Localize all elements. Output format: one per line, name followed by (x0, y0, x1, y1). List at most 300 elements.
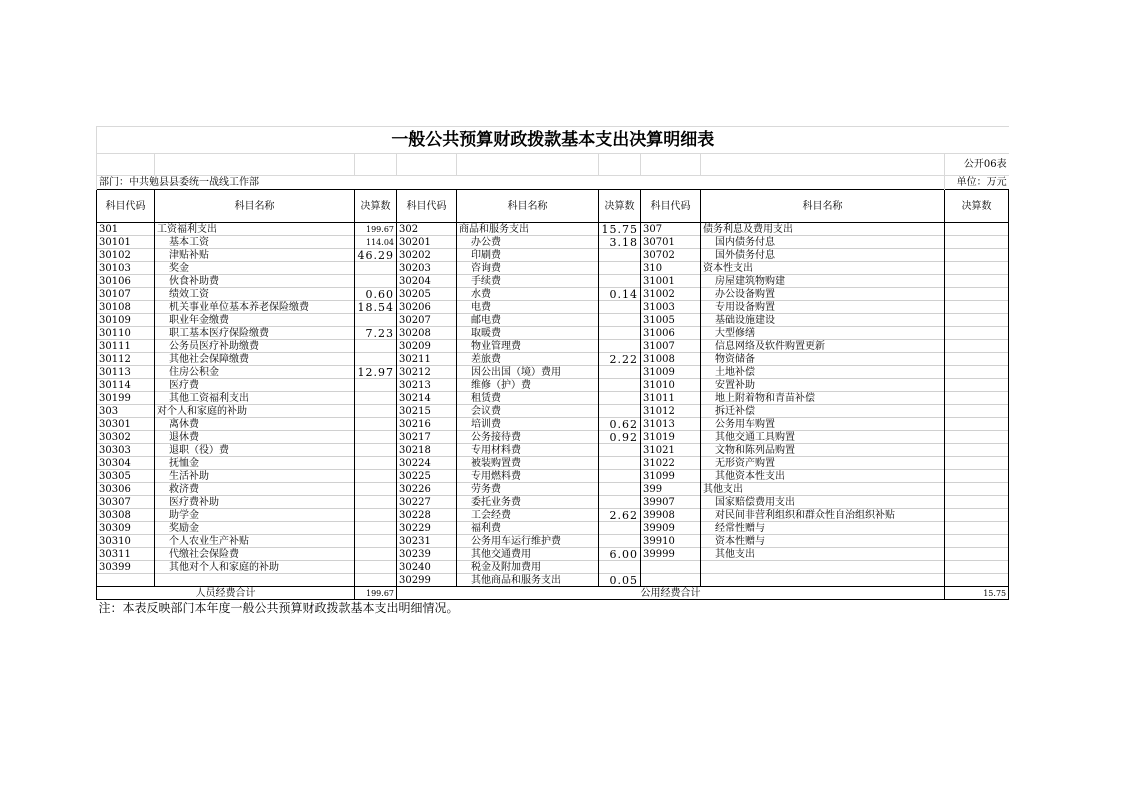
table-row (97, 327, 1009, 340)
cell-code-3: 31021 (641, 444, 701, 457)
table-row (97, 340, 1009, 353)
cell-name-1: 医疗费补助 (155, 496, 355, 509)
cell-amount-1 (355, 418, 397, 431)
spreadsheet (96, 126, 1008, 617)
cell-amount-3 (945, 275, 1009, 288)
cell-amount-3 (945, 457, 1009, 470)
table-row (97, 366, 1009, 379)
cell-code-1: 30110 (97, 327, 155, 340)
cell-name-3: 文物和陈列品购置 (701, 444, 945, 457)
cell-code-2: 30231 (397, 535, 457, 548)
header-code-1: 科目代码 (97, 190, 155, 223)
cell-name-2: 公务接待费 (457, 431, 599, 444)
cell-name-3: 拆迁补偿 (701, 405, 945, 418)
cell-amount-3 (945, 418, 1009, 431)
cell-code-2: 30201 (397, 236, 457, 249)
cell-name-2: 商品和服务支出 (457, 223, 599, 236)
cell-code-2: 30208 (397, 327, 457, 340)
cell-amount-3 (945, 288, 1009, 301)
cell-amount-2 (599, 249, 641, 262)
header-row (97, 190, 1009, 223)
cell-code-3 (641, 561, 701, 574)
cell-name-1: 抚恤金 (155, 457, 355, 470)
cell-code-3: 39907 (641, 496, 701, 509)
cell-name-3: 经常性赠与 (701, 522, 945, 535)
cell-amount-1 (355, 444, 397, 457)
cell-name-2: 取暖费 (457, 327, 599, 340)
cell-code-1: 30399 (97, 561, 155, 574)
cell-amount-1 (355, 574, 397, 587)
personnel-total-value: 199.67 (355, 587, 397, 600)
table-note: 注：本表反映部门本年度一般公共预算财政拨款基本支出明细情况。 (97, 600, 1009, 618)
cell-name-3: 物资储备 (701, 353, 945, 366)
cell-code-2: 30225 (397, 470, 457, 483)
cell-name-3: 国内债务付息 (701, 236, 945, 249)
table-row (97, 249, 1009, 262)
cell-name-1: 奖金 (155, 262, 355, 275)
cell-code-1: 30311 (97, 548, 155, 561)
cell-amount-1: 7.23 (355, 327, 397, 340)
cell-code-3: 31009 (641, 366, 701, 379)
cell-name-2: 差旅费 (457, 353, 599, 366)
cell-amount-3 (945, 392, 1009, 405)
cell-name-3: 债务利息及费用支出 (701, 223, 945, 236)
cell-name-3: 基础设施建设 (701, 314, 945, 327)
cell-code-1: 30302 (97, 431, 155, 444)
cell-name-1: 工资福利支出 (155, 223, 355, 236)
cell-amount-2 (599, 392, 641, 405)
cell-code-3: 399 (641, 483, 701, 496)
cell-amount-2 (599, 340, 641, 353)
cell-code-2: 30227 (397, 496, 457, 509)
cell-amount-1 (355, 431, 397, 444)
cell-amount-2 (599, 262, 641, 275)
cell-code-1: 30106 (97, 275, 155, 288)
table-row (97, 262, 1009, 275)
cell-code-3: 31022 (641, 457, 701, 470)
cell-amount-1: 0.60 (355, 288, 397, 301)
cell-amount-2 (599, 444, 641, 457)
table-row (97, 314, 1009, 327)
cell-code-3: 31001 (641, 275, 701, 288)
cell-amount-1 (355, 548, 397, 561)
cell-code-3: 30702 (641, 249, 701, 262)
cell-amount-3 (945, 509, 1009, 522)
table-row (97, 405, 1009, 418)
cell-code-3: 31012 (641, 405, 701, 418)
cell-amount-2 (599, 561, 641, 574)
cell-code-2: 30204 (397, 275, 457, 288)
cell-amount-2 (599, 275, 641, 288)
header-name-1: 科目名称 (155, 190, 355, 223)
cell-name-1: 基本工资 (155, 236, 355, 249)
cell-code-1: 30102 (97, 249, 155, 262)
cell-name-1: 职工基本医疗保险缴费 (155, 327, 355, 340)
cell-amount-1 (355, 340, 397, 353)
cell-amount-3 (945, 340, 1009, 353)
cell-amount-1 (355, 262, 397, 275)
header-amount-3: 决算数 (945, 190, 1009, 223)
cell-name-1: 机关事业单位基本养老保险缴费 (155, 301, 355, 314)
cell-amount-3 (945, 405, 1009, 418)
cell-amount-3 (945, 483, 1009, 496)
cell-name-2: 印刷费 (457, 249, 599, 262)
cell-name-1: 奖励金 (155, 522, 355, 535)
public-total-value: 15.75 (945, 587, 1009, 600)
cell-code-3: 39908 (641, 509, 701, 522)
cell-name-2: 邮电费 (457, 314, 599, 327)
cell-name-1: 绩效工资 (155, 288, 355, 301)
cell-name-1: 其他对个人和家庭的补助 (155, 561, 355, 574)
cell-code-3: 31099 (641, 470, 701, 483)
cell-code-3: 31006 (641, 327, 701, 340)
cell-name-3: 资本性支出 (701, 262, 945, 275)
table-row (97, 561, 1009, 574)
cell-code-1: 30309 (97, 522, 155, 535)
cell-amount-2 (599, 405, 641, 418)
cell-amount-1 (355, 535, 397, 548)
cell-code-2: 30207 (397, 314, 457, 327)
public-total-label: 公用经费合计 (397, 587, 945, 600)
cell-name-1: 代缴社会保险费 (155, 548, 355, 561)
cell-code-2: 30206 (397, 301, 457, 314)
cell-amount-1 (355, 275, 397, 288)
header-amount-2: 决算数 (599, 190, 641, 223)
cell-amount-2: 2.62 (599, 509, 641, 522)
cell-name-3: 资本性赠与 (701, 535, 945, 548)
table-row (97, 483, 1009, 496)
cell-amount-3 (945, 262, 1009, 275)
cell-code-2: 30217 (397, 431, 457, 444)
cell-code-1: 30108 (97, 301, 155, 314)
cell-name-1: 津贴补贴 (155, 249, 355, 262)
cell-amount-3 (945, 301, 1009, 314)
table-row (97, 522, 1009, 535)
cell-code-2: 30212 (397, 366, 457, 379)
table-row (97, 444, 1009, 457)
cell-name-1: 退休费 (155, 431, 355, 444)
cell-amount-1 (355, 405, 397, 418)
cell-code-1: 30304 (97, 457, 155, 470)
page-title: 一般公共预算财政拨款基本支出决算明细表 (97, 127, 1009, 154)
cell-name-2: 税金及附加费用 (457, 561, 599, 574)
cell-code-2: 30202 (397, 249, 457, 262)
totals-row (97, 587, 1009, 600)
cell-name-2: 维修（护）费 (457, 379, 599, 392)
cell-amount-2: 15.75 (599, 223, 641, 236)
cell-code-2: 30229 (397, 522, 457, 535)
cell-code-1: 30306 (97, 483, 155, 496)
cell-amount-2: 0.14 (599, 288, 641, 301)
cell-name-1 (155, 574, 355, 587)
cell-name-3: 其他支出 (701, 548, 945, 561)
cell-amount-3 (945, 548, 1009, 561)
header-name-2: 科目名称 (457, 190, 599, 223)
cell-code-1: 30307 (97, 496, 155, 509)
cell-amount-3 (945, 223, 1009, 236)
cell-name-1: 离休费 (155, 418, 355, 431)
cell-amount-3 (945, 522, 1009, 535)
cell-amount-2 (599, 496, 641, 509)
cell-name-1: 公务员医疗补助缴费 (155, 340, 355, 353)
cell-name-3: 安置补助 (701, 379, 945, 392)
cell-amount-1 (355, 392, 397, 405)
cell-code-3: 31007 (641, 340, 701, 353)
table-row (97, 574, 1009, 587)
cell-code-1: 30103 (97, 262, 155, 275)
cell-code-1: 30303 (97, 444, 155, 457)
cell-amount-3 (945, 353, 1009, 366)
cell-amount-1 (355, 509, 397, 522)
cell-amount-3 (945, 574, 1009, 587)
cell-code-3: 39909 (641, 522, 701, 535)
cell-name-2: 工会经费 (457, 509, 599, 522)
cell-code-2: 30213 (397, 379, 457, 392)
detail-table (96, 126, 1009, 617)
cell-name-1: 对个人和家庭的补助 (155, 405, 355, 418)
cell-code-2: 30209 (397, 340, 457, 353)
cell-amount-2 (599, 366, 641, 379)
header-name-3: 科目名称 (701, 190, 945, 223)
cell-name-2: 专用燃料费 (457, 470, 599, 483)
cell-code-1: 30305 (97, 470, 155, 483)
cell-amount-1 (355, 483, 397, 496)
cell-amount-3 (945, 379, 1009, 392)
table-row (97, 236, 1009, 249)
cell-amount-2: 0.05 (599, 574, 641, 587)
cell-code-2: 30239 (397, 548, 457, 561)
cell-name-2: 物业管理费 (457, 340, 599, 353)
cell-code-2: 30299 (397, 574, 457, 587)
cell-name-2: 公务用车运行维护费 (457, 535, 599, 548)
cell-code-1: 301 (97, 223, 155, 236)
cell-name-2: 手续费 (457, 275, 599, 288)
cell-amount-1 (355, 470, 397, 483)
cell-code-1: 30310 (97, 535, 155, 548)
cell-amount-2: 6.00 (599, 548, 641, 561)
cell-amount-3 (945, 327, 1009, 340)
cell-amount-2 (599, 483, 641, 496)
cell-name-2: 其他商品和服务支出 (457, 574, 599, 587)
cell-name-2: 水费 (457, 288, 599, 301)
department-label: 部门：中共勉县县委统一战线工作部 (97, 176, 945, 190)
cell-amount-2: 0.92 (599, 431, 641, 444)
cell-amount-3 (945, 470, 1009, 483)
cell-name-3: 办公设备购置 (701, 288, 945, 301)
cell-code-3: 31011 (641, 392, 701, 405)
cell-name-1: 其他社会保障缴费 (155, 353, 355, 366)
cell-amount-1 (355, 457, 397, 470)
cell-name-2: 委托业务费 (457, 496, 599, 509)
table-row (97, 509, 1009, 522)
table-row (97, 548, 1009, 561)
cell-code-1: 30101 (97, 236, 155, 249)
cell-name-2: 其他交通费用 (457, 548, 599, 561)
cell-name-3: 国家赔偿费用支出 (701, 496, 945, 509)
table-row (97, 353, 1009, 366)
cell-name-2: 因公出国（境）费用 (457, 366, 599, 379)
cell-code-3: 31019 (641, 431, 701, 444)
cell-amount-1 (355, 496, 397, 509)
cell-code-1: 30113 (97, 366, 155, 379)
cell-name-3: 专用设备购置 (701, 301, 945, 314)
cell-name-1: 伙食补助费 (155, 275, 355, 288)
cell-code-3: 30701 (641, 236, 701, 249)
cell-code-3: 31002 (641, 288, 701, 301)
cell-name-2: 咨询费 (457, 262, 599, 275)
cell-code-2: 30203 (397, 262, 457, 275)
cell-amount-2 (599, 535, 641, 548)
cell-code-3: 307 (641, 223, 701, 236)
cell-code-2: 30224 (397, 457, 457, 470)
cell-code-3: 31005 (641, 314, 701, 327)
cell-name-3: 土地补偿 (701, 366, 945, 379)
cell-amount-1: 114.04 (355, 236, 397, 249)
cell-code-2: 30216 (397, 418, 457, 431)
cell-amount-3 (945, 366, 1009, 379)
cell-code-2: 30205 (397, 288, 457, 301)
cell-amount-3 (945, 431, 1009, 444)
cell-name-1: 救济费 (155, 483, 355, 496)
cell-name-3: 对民间非营利组织和群众性自治组织补贴 (701, 509, 945, 522)
cell-name-2: 被装购置费 (457, 457, 599, 470)
cell-name-3: 其他支出 (701, 483, 945, 496)
table-row (97, 496, 1009, 509)
cell-name-2: 电费 (457, 301, 599, 314)
cell-code-3: 31013 (641, 418, 701, 431)
cell-amount-3 (945, 496, 1009, 509)
cell-name-2: 办公费 (457, 236, 599, 249)
table-row (97, 457, 1009, 470)
cell-name-3: 信息网络及软件购置更新 (701, 340, 945, 353)
cell-amount-1 (355, 314, 397, 327)
cell-code-3: 39999 (641, 548, 701, 561)
cell-code-3: 31010 (641, 379, 701, 392)
table-row (97, 418, 1009, 431)
table-row (97, 301, 1009, 314)
header-code-3: 科目代码 (641, 190, 701, 223)
cell-code-3: 31008 (641, 353, 701, 366)
cell-name-1: 住房公积金 (155, 366, 355, 379)
cell-code-3: 310 (641, 262, 701, 275)
cell-amount-1: 18.54 (355, 301, 397, 314)
cell-amount-2: 2.22 (599, 353, 641, 366)
header-code-2: 科目代码 (397, 190, 457, 223)
cell-amount-2 (599, 457, 641, 470)
cell-name-3 (701, 574, 945, 587)
cell-code-2: 30240 (397, 561, 457, 574)
unit-label: 单位：万元 (945, 176, 1009, 190)
cell-name-3: 国外债务付息 (701, 249, 945, 262)
cell-amount-2 (599, 314, 641, 327)
cell-code-2: 30228 (397, 509, 457, 522)
cell-amount-1 (355, 379, 397, 392)
cell-name-1: 医疗费 (155, 379, 355, 392)
cell-amount-2: 0.62 (599, 418, 641, 431)
cell-code-1: 30301 (97, 418, 155, 431)
cell-name-1: 助学金 (155, 509, 355, 522)
cell-code-2: 302 (397, 223, 457, 236)
cell-code-2: 30226 (397, 483, 457, 496)
table-row (97, 392, 1009, 405)
cell-name-3: 其他资本性支出 (701, 470, 945, 483)
cell-amount-3 (945, 444, 1009, 457)
cell-name-3: 房屋建筑物购建 (701, 275, 945, 288)
cell-amount-2: 3.18 (599, 236, 641, 249)
cell-code-2: 30218 (397, 444, 457, 457)
cell-amount-1 (355, 353, 397, 366)
cell-amount-2 (599, 301, 641, 314)
cell-name-3: 公务用车购置 (701, 418, 945, 431)
cell-name-1: 个人农业生产补贴 (155, 535, 355, 548)
cell-amount-3 (945, 236, 1009, 249)
cell-amount-2 (599, 379, 641, 392)
cell-name-3: 无形资产购置 (701, 457, 945, 470)
cell-amount-3 (945, 249, 1009, 262)
cell-name-3 (701, 561, 945, 574)
table-row (97, 535, 1009, 548)
cell-amount-1: 46.29 (355, 249, 397, 262)
cell-name-1: 退职（役）费 (155, 444, 355, 457)
cell-amount-2 (599, 470, 641, 483)
cell-amount-3 (945, 314, 1009, 327)
cell-name-1: 职业年金缴费 (155, 314, 355, 327)
cell-name-2: 租赁费 (457, 392, 599, 405)
cell-code-1: 30107 (97, 288, 155, 301)
cell-code-3 (641, 574, 701, 587)
cell-amount-1 (355, 561, 397, 574)
cell-name-1: 生活补助 (155, 470, 355, 483)
cell-code-1: 30109 (97, 314, 155, 327)
cell-name-3: 大型修缮 (701, 327, 945, 340)
cell-name-2: 专用材料费 (457, 444, 599, 457)
cell-code-1 (97, 574, 155, 587)
cell-amount-1 (355, 522, 397, 535)
cell-name-3: 其他交通工具购置 (701, 431, 945, 444)
cell-name-2: 培训费 (457, 418, 599, 431)
table-row (97, 470, 1009, 483)
personnel-total-label: 人员经费合计 (97, 587, 355, 600)
header-amount-1: 决算数 (355, 190, 397, 223)
cell-name-2: 福利费 (457, 522, 599, 535)
cell-amount-2 (599, 522, 641, 535)
cell-name-3: 地上附着物和青苗补偿 (701, 392, 945, 405)
cell-code-1: 303 (97, 405, 155, 418)
cell-amount-2 (599, 327, 641, 340)
cell-name-2: 会议费 (457, 405, 599, 418)
cell-code-3: 31003 (641, 301, 701, 314)
cell-amount-3 (945, 561, 1009, 574)
cell-name-2: 劳务费 (457, 483, 599, 496)
table-row (97, 223, 1009, 236)
cell-code-2: 30211 (397, 353, 457, 366)
form-number: 公开06表 (945, 154, 1009, 176)
cell-code-1: 30114 (97, 379, 155, 392)
cell-name-1: 其他工资福利支出 (155, 392, 355, 405)
cell-code-1: 30308 (97, 509, 155, 522)
cell-code-3: 39910 (641, 535, 701, 548)
table-row (97, 379, 1009, 392)
cell-code-1: 30199 (97, 392, 155, 405)
cell-code-2: 30215 (397, 405, 457, 418)
cell-amount-1: 199.67 (355, 223, 397, 236)
cell-amount-1: 12.97 (355, 366, 397, 379)
cell-code-2: 30214 (397, 392, 457, 405)
cell-code-1: 30111 (97, 340, 155, 353)
cell-amount-3 (945, 535, 1009, 548)
cell-code-1: 30112 (97, 353, 155, 366)
table-row (97, 431, 1009, 444)
